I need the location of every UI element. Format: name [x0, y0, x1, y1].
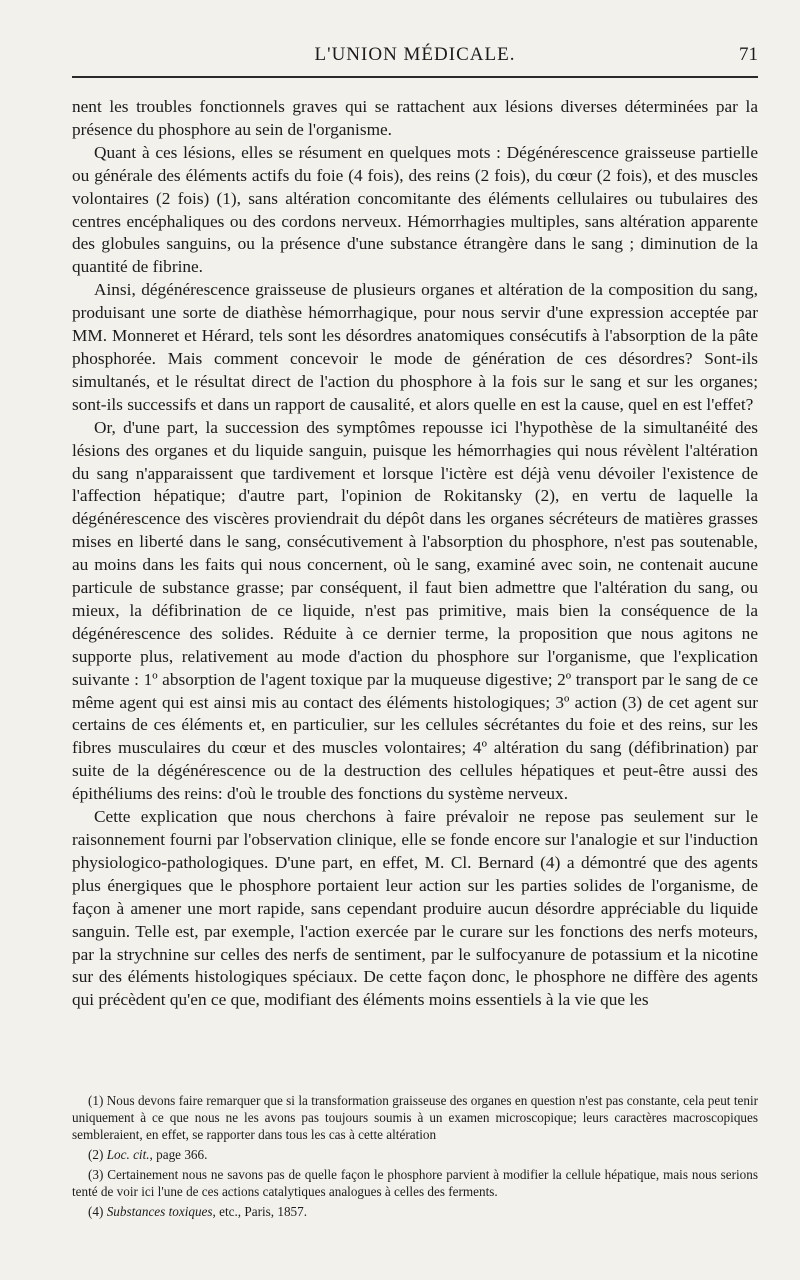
footnote-4: [72, 1203, 758, 1220]
running-title: L'UNION MÉDICALE.: [314, 44, 516, 65]
header-rule: [72, 76, 758, 78]
body-text: [72, 96, 758, 1012]
footnote-2: [72, 1146, 758, 1163]
paragraph: Cette explication que nous cherchons à faire prévaloir ne repose pas seulement sur le raisonnement fourni par l'observation clinique, elle se fonde encore sur l'analogie et sur l'induction physiologico-pathologiques. D'une part, en effet, M. Cl. Bernard (4) a démontré que des agents plus énergiques que le phosphore portaient leur action sur les parties solides de l'organisme, de façon à amener une mort rapide, sans cependant produire aucun désordre appréciable du liquide sanguin. Telle est, par exemple, l'action exercée par le curare sur les fonctions des nerfs moteurs, par la strychnine sur celles des nerfs de sentiment, par le sulfocyanure de potassium et la nicotine sur des éléments histologiques spéciaux. De cette façon donc, le phosphore ne diffère des agents qui précèdent qu'en ce que, modifiant des éléments moins essentiels à la vie que les: [72, 807, 758, 1010]
footnote-4-title: Substances toxiques: [106, 1204, 213, 1219]
footnote-2-title: Loc. cit.: [106, 1147, 150, 1162]
page-header: [72, 44, 758, 74]
footnote-2-number: (2): [88, 1147, 104, 1162]
footnotes: [72, 1092, 758, 1223]
footnote-3: (3) Certainement nous ne savons pas de quelle façon le phosphore parvient à modifier la cellule hépatique, mais nous serions tenté de voir ici l'une de ces actions catalytiques analogues à celles des ferments.: [72, 1167, 758, 1199]
footnote-4-text: , etc., Paris, 1857.: [212, 1204, 308, 1219]
footnote-1: (1) Nous devons faire remarquer que si la transformation graisseuse des organes en question n'est pas constante, cela peut tenir uniquement à ce que nous ne les avons pas toujours soumis à un examen microscopique; leurs caractères macroscopiques sembleraient, en effet, se rapporter dans tous les cas à cette altération: [72, 1093, 758, 1142]
footnote-4-number: (4): [88, 1204, 104, 1219]
page-number: 71: [739, 44, 758, 65]
paragraph: Ainsi, dégénérescence graisseuse de plusieurs organes et altération de la composition du sang, produisant une sorte de diathèse hémorrhagique, pour nous servir d'une expression acceptée par MM. Monneret et Hérard, tels sont les désordres anatomiques consécutifs à l'absorption de la pâte phosphorée. Mais comment concevoir le mode de génération de ces désordres? Sont-ils simultanés, et le résultat direct de l'action du phosphore à la fois sur le sang et sur les organes; sont-ils successifs et dans un rapport de causalité, et alors quelle en est la cause, quel en est l'effet?: [72, 280, 758, 414]
footnote-2-text: , page 366.: [149, 1147, 208, 1162]
paragraph: nent les troubles fonctionnels graves qui se rattachent aux lésions diverses déterminées par la présence du phosphore au sein de l'organisme.: [72, 97, 758, 139]
paragraph: Quant à ces lésions, elles se résument en quelques mots : Dégénérescence graisseuse partielle ou générale des éléments actifs du foie (4 fois), des reins (2 fois), du cœur (2 fois), et des muscles volontaires (2 fois) (1), sans altération concomitante des éléments cellulaires ou tubulaires des centres encéphaliques ou des cordons nerveux. Hémorrhagies multiples, sans altération apparente des globules sanguins, ou la présence d'une substance étrangère dans le sang ; diminution de la quantité de fibrine.: [72, 142, 758, 277]
paragraph: Or, d'une part, la succession des symptômes repousse ici l'hypothèse de la simultanéité des lésions des organes et du liquide sanguin, puisque les hémorrhagies qui nous révèlent l'altération du sang n'apparaissent que tardivement et lorsque l'ictère est déjà venu dévoiler l'existence de l'affection hépatique; d'autre part, l'opinion de Rokitansky (2), en vertu de laquelle la dégénérescence des viscères proviendrait du dépôt dans les organes sécréteurs de matières grasses mises en liberté dans le sang, consécutivement à l'absorption du phosphore, n'est pas soutenable, au moins dans les faits qui nous concernent, où le sang, examiné avec soin, ne contenait aucune particule de substance grasse; par conséquent, il faut bien admettre que l'altération du sang, ou mieux, la défibrination de ce liquide, n'est pas primitive, mais bien la conséquence de la dégénérescence des solides. Réduite à ce dernier terme, la proposition que nous agitons ne supporte plus, relativement au mode d'action du phosphore sur l'organisme, que l'explication suivante : 1º absorption de l'agent toxique par la muqueuse digestive; 2º transport par le sang de ce même agent qui est ainsi mis au contact des éléments histologiques; 3º action (3) de cet agent sur certains de ces éléments et, en particulier, sur les cellules sécrétantes du foie et des reins, sur les fibres musculaires du cœur et des muscles volontaires; 4º altération du sang (défibrination) par suite de la dégénérescence ou de la destruction des cellules hépatiques et peut-être aussi des épithéliums des reins: d'où le trouble des fonctions du système nerveux.: [72, 417, 758, 804]
